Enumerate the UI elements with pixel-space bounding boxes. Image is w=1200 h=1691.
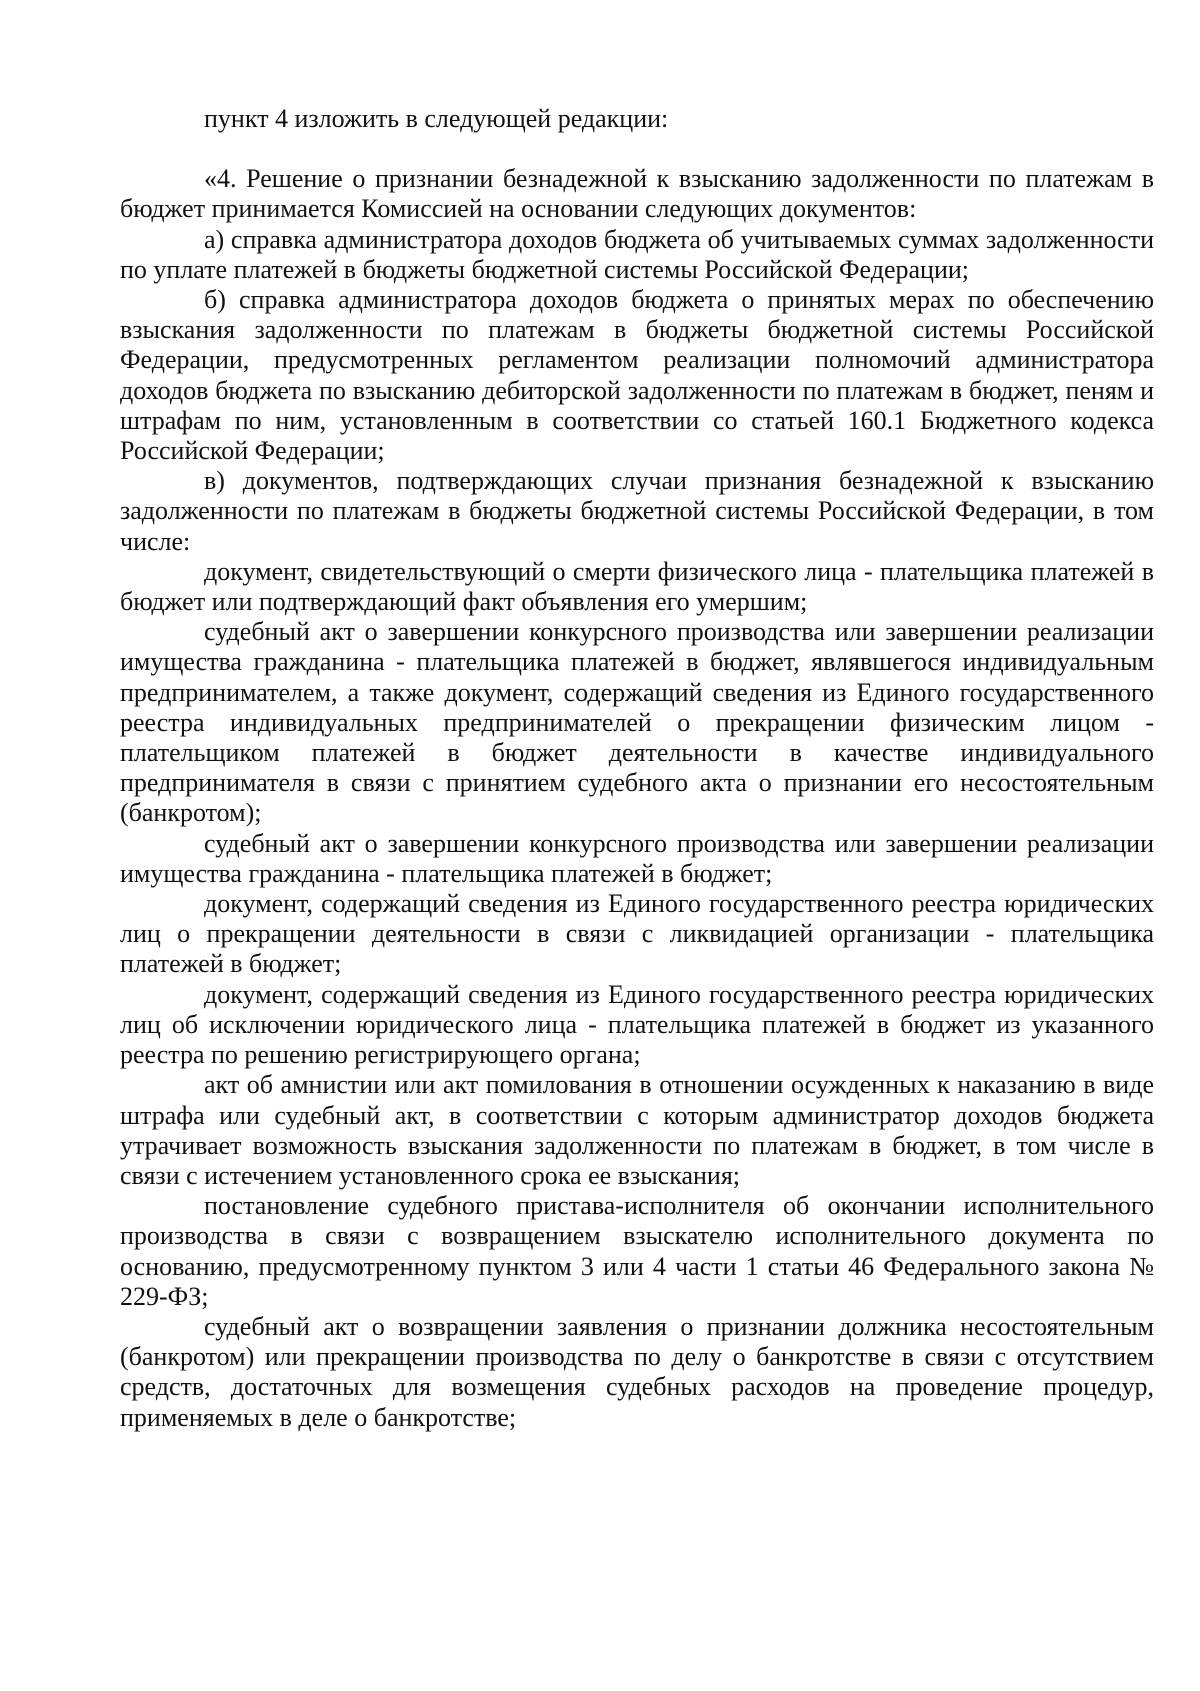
paragraph-bankruptcy-citizen: судебный акт о завершении конкурсного производства или завершении реализации имущества гражданина - плательщика платежей в бюджет; [120,828,1154,888]
paragraph-exclusion: документ, содержащий сведения из Единого государственного реестра юридических лиц об исключении юридического лица - плательщика платежей в бюджет из указанного реестра по решению регистрирующего органа; [120,979,1154,1070]
paragraph-item-a: а) справка администратора доходов бюджета об учитываемых суммах задолженности по уплате платежей в бюджеты бюджетной системы Российской Федерации; [120,224,1154,284]
paragraph-liquidation: документ, содержащий сведения из Единого государственного реестра юридических лиц о прекращении деятельности в связи с ликвидацией организации - плательщика платежей в бюджет; [120,889,1154,979]
paragraph-4-heading: «4. Решение о признании безнадежной к взысканию задолженности по платежам в бюджет принимается Комиссией на основании следующих документов: [120,164,1154,224]
intro-paragraph: пункт 4 изложить в следующей редакции: [204,104,669,133]
document-page [120,104,1154,1433]
paragraph-bankruptcy-entrepreneur: судебный акт о завершении конкурсного производства или завершении реализации имущества гражданина - плательщика платежей в бюджет, являвшегося индивидуальным предпринимателем, а также документ, содержащий сведения из Единого государственного реестра индивидуальных предпринимателей о прекращении физическим лицом - плательщиком платежей в бюджет деятельности в качестве индивидуального предпринимателя в связи с принятием судебного акта о признании его несостоятельным (банкротом); [120,617,1154,828]
paragraph-item-v: в) документов, подтверждающих случаи признания безнадежной к взысканию задолженности по платежам в бюджеты бюджетной системы Российской Федерации, в том числе: [120,466,1154,556]
paragraph-item-b: б) справка администратора доходов бюджета о принятых мерах по обеспечению взыскания задолженности по платежам в бюджеты бюджетной системы Российской Федерации, предусмотренных регламентом реализации полномочий администратора доходов бюджета по взысканию дебиторской задолженности по платежам в бюджет, пеням и штрафам по ним, установленным в соответствии со статьей 160.1 Бюджетного кодекса Российской Федерации; [120,285,1154,466]
paragraph-bankruptcy-return: судебный акт о возвращении заявления о признании должника несостоятельным (банкротом) или прекращении производства по делу о банкротстве в связи с отсутствием средств, достаточных для возмещения судебных расходов на проведение процедур, применяемых в деле о банкротстве; [120,1311,1154,1432]
paragraph-death-document: документ, свидетельствующий о смерти физического лица - плательщика платежей в бюджет или подтверждающий факт объявления его умершим; [120,556,1154,617]
paragraph-amnesty: акт об амнистии или акт помилования в отношении осужденных к наказанию в виде штрафа или судебный акт, в соответствии с которым администратор доходов бюджета утрачивает возможность взыскания задолженности по платежам в бюджет, в том числе в связи с истечением установленного срока ее взыскания; [120,1070,1154,1190]
paragraph-bailiff-resolution: постановление судебного пристава-исполнителя об окончании исполнительного производства в связи с возвращением взыскателю исполнительного документа по основанию, предусмотренному пунктом 3 или 4 части 1 статьи 46 Федерального закона № 229-ФЗ; [120,1191,1154,1311]
